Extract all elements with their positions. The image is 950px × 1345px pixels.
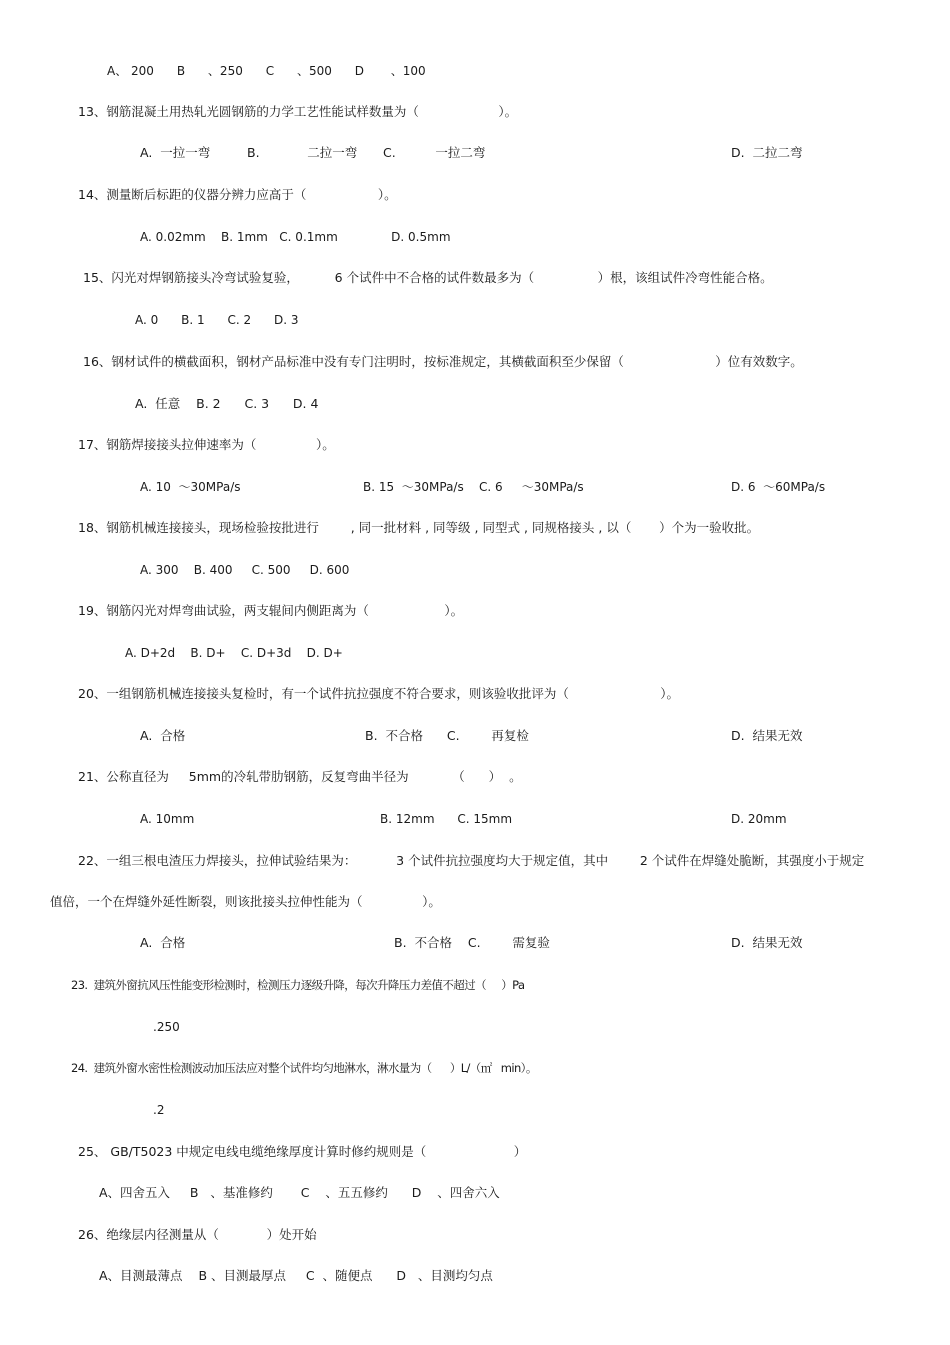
question-22-continued: 值倍，一个在焊缝外延性断裂，则该批接头拉伸性能为（ ）。 bbox=[50, 894, 441, 909]
q22-option-a: A. 合格 bbox=[140, 935, 186, 950]
q13-option-a: A. 一拉一弯 bbox=[140, 145, 211, 160]
q21-option-a: A. 10mm bbox=[140, 812, 195, 826]
q12-options: A、 200 B 、250 C 、500 D 、100 bbox=[107, 64, 426, 78]
question-14: 14、测量断后标距的仪器分辨力应高于（ ）。 bbox=[78, 187, 397, 202]
q13-option-b: B. 二拉一弯 bbox=[247, 145, 358, 160]
question-19: 19、钢筋闪光对焊弯曲试验，两支辊间内侧距离为（ ）。 bbox=[78, 603, 464, 618]
question-15: 15、闪光对焊钢筋接头冷弯试验复验， 6 个试件中不合格的试件数最多为（ ）根，该组试件冷弯性能合格。 bbox=[83, 270, 773, 285]
q18-options: A. 300 B. 400 C. 500 D. 600 bbox=[140, 563, 350, 577]
q13-option-d: D. 二拉二弯 bbox=[731, 145, 803, 160]
q17-option-a: A. 10 ～30MPa/s bbox=[140, 480, 241, 494]
q20-option-bc: B. 不合格 C. 再复检 bbox=[365, 728, 529, 743]
q14-options: A. 0.02mm B. 1mm C. 0.1mm D. 0.5mm bbox=[140, 230, 451, 244]
question-26: 26、绝缘层内径测量从（ ）处开始 bbox=[78, 1227, 317, 1242]
q20-option-a: A. 合格 bbox=[140, 728, 186, 743]
q22-option-bc: B. 不合格 C. 需复验 bbox=[394, 935, 550, 950]
question-20: 20、一组钢筋机械连接接头复检时，有一个试件抗拉强度不符合要求，则该验收批评为（ ）。 bbox=[78, 686, 680, 701]
q25-options: A、四舍五入 B 、基准修约 C 、五五修约 D 、四舍六入 bbox=[99, 1185, 500, 1200]
q22-option-d: D. 结果无效 bbox=[731, 935, 803, 950]
q21-option-bc: B. 12mm C. 15mm bbox=[380, 812, 513, 826]
question-18: 18、钢筋机械连接接头，现场检验按批进行 , 同一批材料 , 同等级 , 同型式 , 同规格接头 , 以（ ）个为一验收批。 bbox=[78, 520, 760, 535]
question-16: 16、钢材试件的横截面积，钢材产品标准中没有专门注明时，按标准规定，其横截面积至少保留（ ）位有效数字。 bbox=[83, 354, 803, 369]
q23-answer: .250 bbox=[153, 1020, 180, 1034]
q20-option-d: D. 结果无效 bbox=[731, 728, 803, 743]
q13-option-c: C. 一拉二弯 bbox=[383, 145, 486, 160]
question-24: 24. 建筑外窗水密性检测波动加压法应对整个试件均匀地淋水，淋水量为（ ）L/（㎡ min）。 bbox=[71, 1061, 537, 1075]
q26-options: A、目测最薄点 B 、目测最厚点 C 、随便点 D 、目测均匀点 bbox=[99, 1268, 493, 1283]
question-22: 22、一组三根电渣压力焊接头，拉伸试验结果为： 3 个试件抗拉强度均大于规定值，其中 2 个试件在焊缝处脆断，其强度小于规定 bbox=[78, 853, 865, 868]
q21-option-d: D. 20mm bbox=[731, 812, 787, 826]
question-17: 17、钢筋焊接接头拉伸速率为（ ）。 bbox=[78, 437, 335, 452]
question-13: 13、钢筋混凝土用热轧光圆钢筋的力学工艺性能试样数量为（ ）。 bbox=[78, 104, 518, 119]
q17-option-d: D. 6 ～60MPa/s bbox=[731, 480, 826, 494]
question-25: 25、 GB/T5023 中规定电线电缆绝缘厚度计算时修约规则是（ ） bbox=[78, 1144, 527, 1159]
question-21: 21、公称直径为 5mm的冷轧带肋钢筋，反复弯曲半径为 （ ） 。 bbox=[78, 769, 522, 784]
q19-options: A. D+2d B. D+ C. D+3d D. D+ bbox=[125, 646, 343, 660]
q15-options: A. 0 B. 1 C. 2 D. 3 bbox=[135, 313, 299, 327]
q17-option-bc: B. 15 ～30MPa/s C. 6 ～30MPa/s bbox=[363, 480, 584, 494]
question-23: 23. 建筑外窗抗风压性能变形检测时，检测压力逐级升降，每次升降压力差值不超过（ ）Pa bbox=[71, 978, 525, 992]
q24-answer: .2 bbox=[153, 1103, 165, 1117]
q16-options: A. 任意 B. 2 C. 3 D. 4 bbox=[135, 396, 319, 411]
